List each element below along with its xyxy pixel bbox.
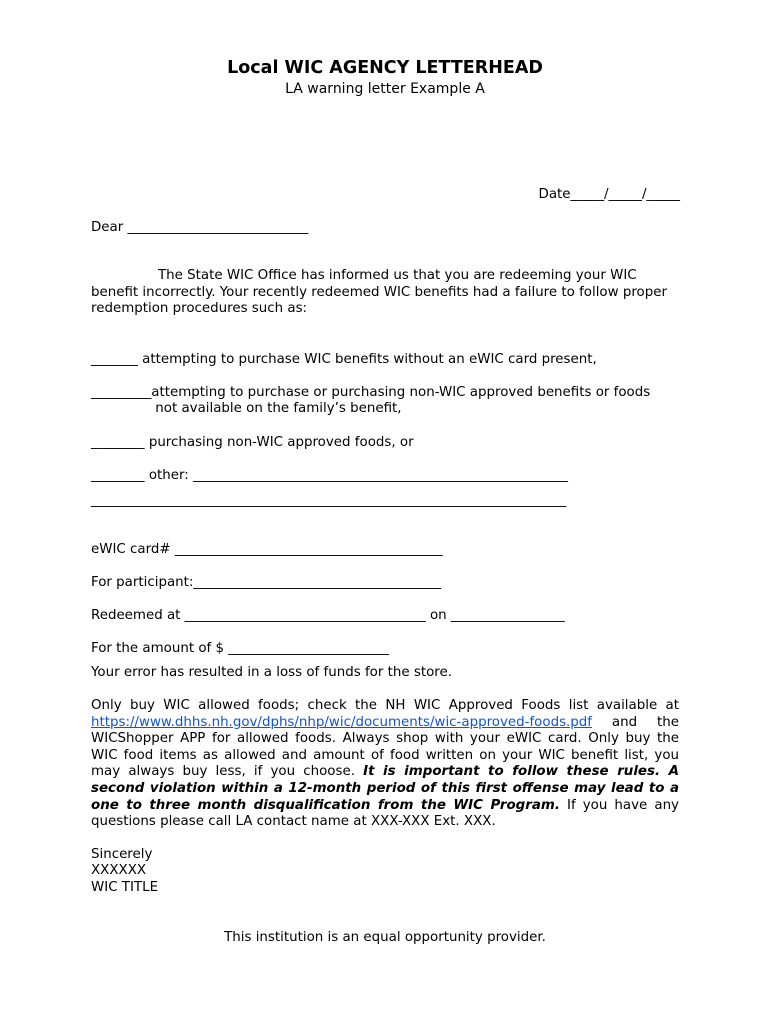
checklist-item-non-wic-benefits	[91, 385, 650, 417]
letterhead-title: Local WIC AGENCY LETTERHEAD	[227, 58, 543, 78]
checklist-text	[151, 385, 650, 417]
equal-opportunity-footer: This institution is an equal opportunity provider.	[224, 930, 546, 945]
checklist-blank: _________	[91, 385, 152, 400]
redeemed-at-field: Redeemed at ____________________________________ on _________________	[91, 608, 565, 623]
intro-paragraph: The State WIC Office has informed us that you are redeeming your WIC benefit incorrectly. Your recently redeemed WIC benefits had a failure to follow proper redemption procedures such as:	[91, 268, 667, 317]
approved-foods-link[interactable]: https://www.dhhs.nh.gov/dphs/nhp/wic/documents/wic-approved-foods.pdf	[91, 714, 593, 730]
instructions-text-3: If you have any questions please call LA contact name at XXX-XXX Ext. XXX.	[91, 797, 679, 830]
signer-name: XXXXXX	[91, 863, 147, 878]
checklist-item-no-card: _______ attempting to purchase WIC benefits without an eWIC card present,	[91, 352, 597, 367]
date-line: Date_____/_____/_____	[538, 187, 680, 202]
amount-field: For the amount of $ ________________________	[91, 641, 389, 656]
salutation: Dear ___________________________	[91, 220, 309, 235]
signer-title: WIC TITLE	[91, 880, 159, 895]
letter-subtitle: LA warning letter Example A	[285, 81, 485, 97]
checklist-item-other: ________ other: ________________________________________________________	[91, 468, 568, 483]
instructions-paragraph	[91, 698, 679, 831]
instructions-text-2: and the WICShopper APP for allowed foods. Always shop with your eWIC card. Only buy the WIC food items as allowed and amount of food written on your WIC benefit list, you may always buy less, if you choose.	[91, 714, 679, 780]
ewic-card-field: eWIC card# ________________________________________	[91, 542, 443, 557]
checklist-item-non-wic-foods: ________ purchasing non-WIC approved foods, or	[91, 435, 414, 450]
sign-off: Sincerely	[91, 847, 153, 862]
instructions-text-1: Only buy WIC allowed foods; check the NH WIC Approved Foods list available at	[91, 698, 679, 713]
participant-field: For participant:_____________________________________	[91, 575, 442, 590]
checklist-text-line1: attempting to purchase or purchasing non-WIC approved benefits or foods	[151, 385, 651, 400]
checklist-item-other-continued: _______________________________________________________________________	[91, 493, 567, 508]
error-note: Your error has resulted in a loss of funds for the store.	[91, 665, 452, 680]
checklist-text-line2: not available on the family’s benefit,	[155, 401, 402, 416]
warning-text: It is important to follow these rules. A second violation within a 12-month period of this first offense may lead to a one to three month disqualification from the WIC Program.	[91, 764, 679, 813]
